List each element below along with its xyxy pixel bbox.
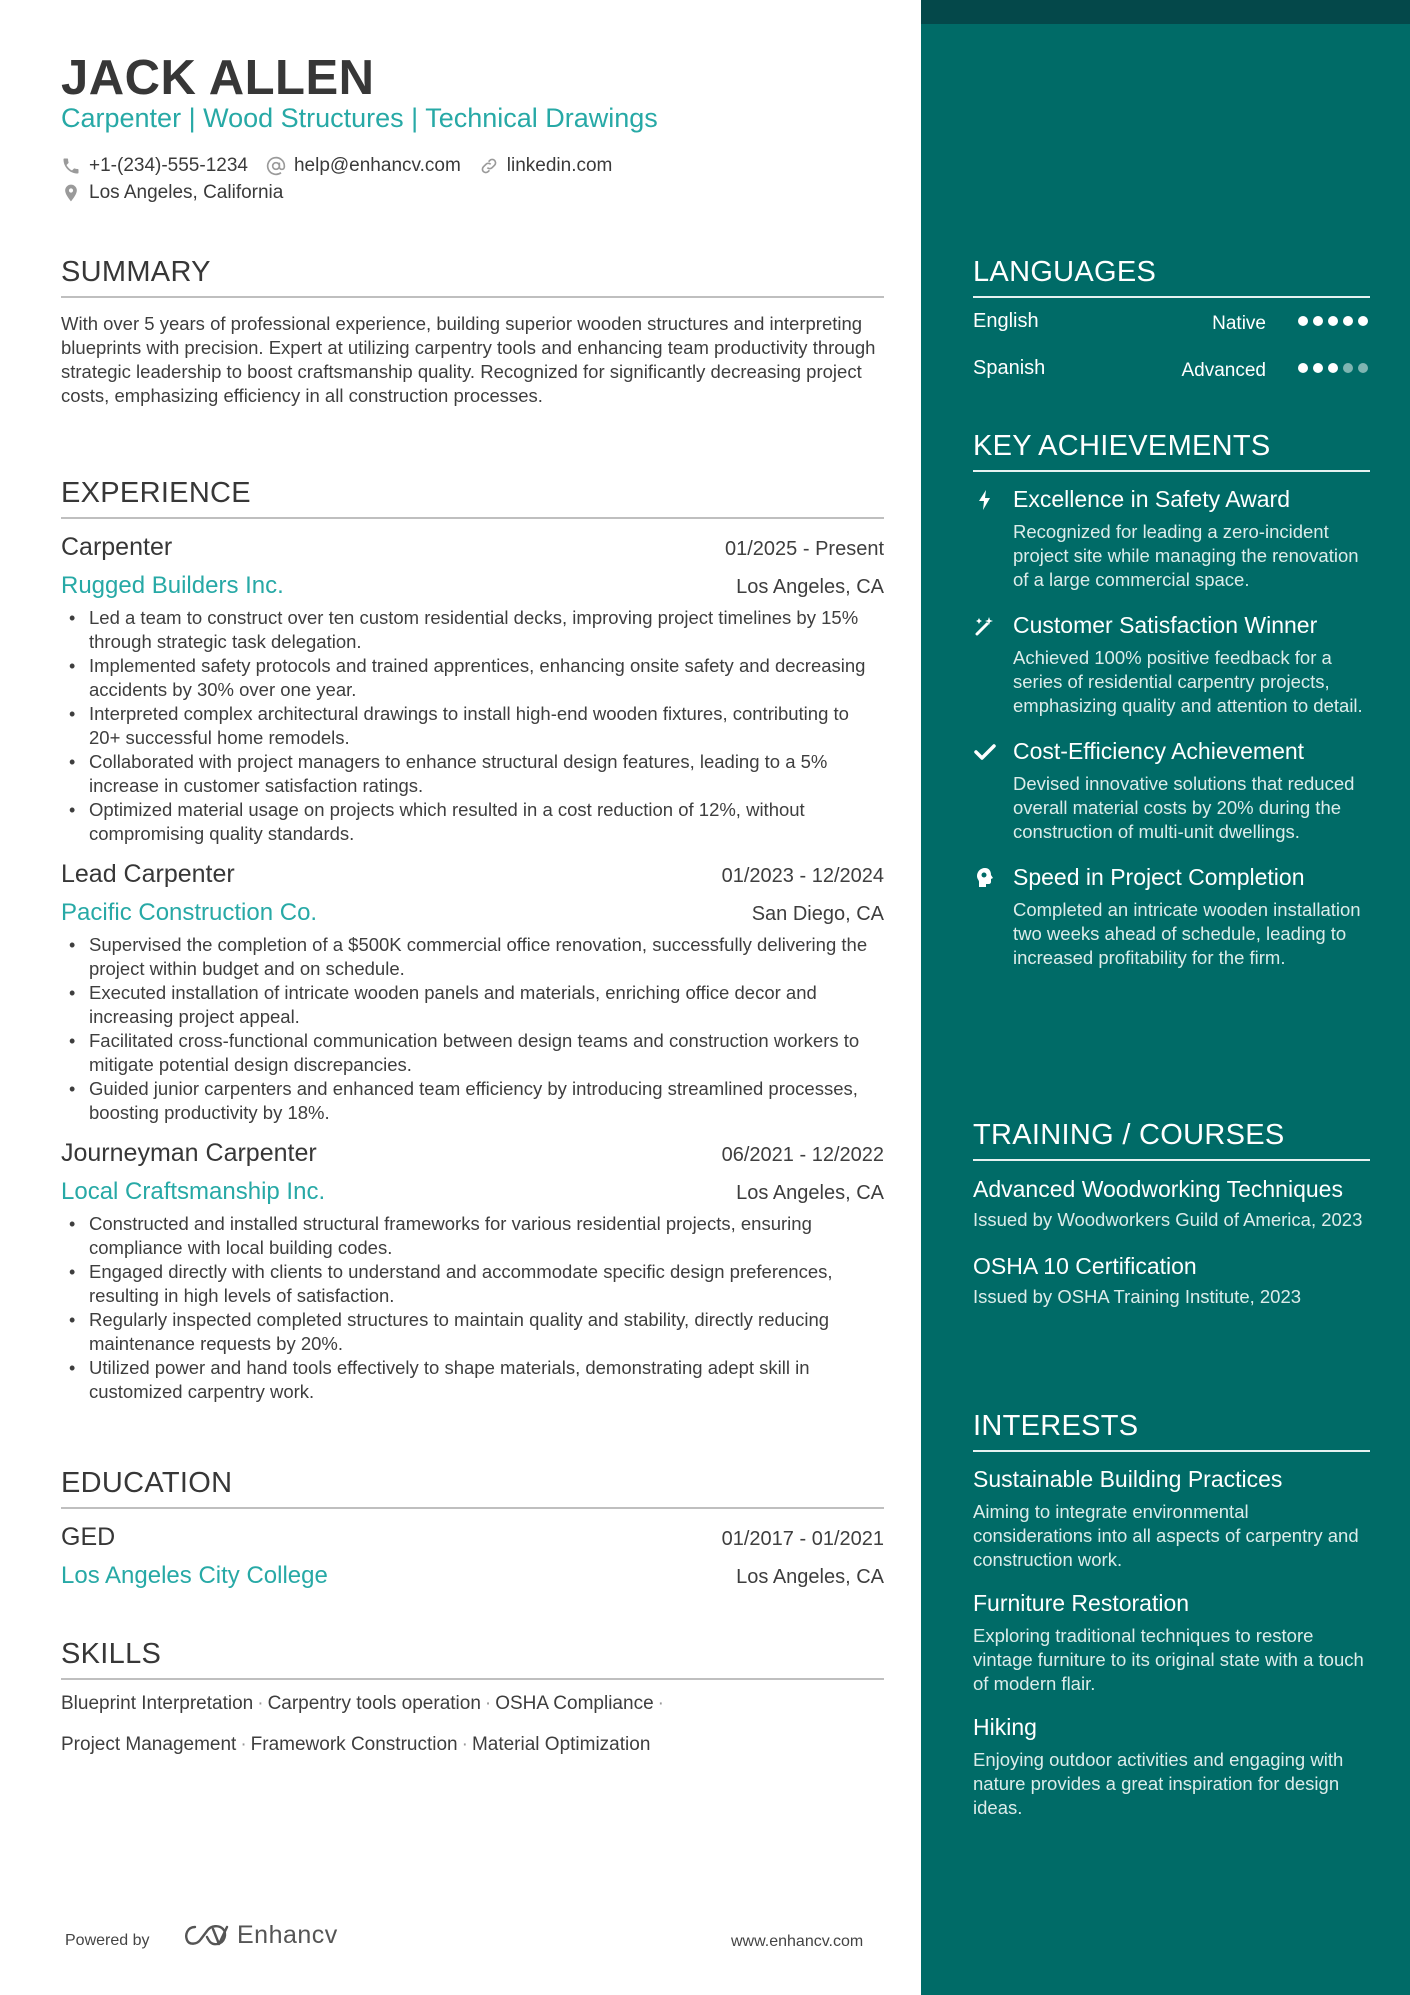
lightning-icon <box>973 488 997 512</box>
phone-icon <box>61 156 81 176</box>
achievement-item <box>973 486 1370 592</box>
achievement-desc: Recognized for leading a zero-incident project site while managing the renovation of a large commercial space. <box>1013 521 1359 590</box>
interest-title: Furniture Restoration <box>973 1590 1190 1616</box>
head-gear-icon <box>973 866 997 890</box>
interest-title: Sustainable Building Practices <box>973 1466 1283 1492</box>
skills-row <box>61 1692 884 1733</box>
section-title: KEY ACHIEVEMENTS <box>973 430 1271 462</box>
interest-item <box>973 1590 1370 1696</box>
bullet-item: • Utilized power and hand tools effectively to shape materials, demonstrating adept skill in customized carpentry work. <box>61 1356 884 1404</box>
skills-row <box>61 1733 884 1774</box>
job-dates: 01/2023 - 12/2024 <box>721 865 884 887</box>
job-location: Los Angeles, CA <box>736 1182 884 1204</box>
achievement-item <box>973 738 1370 844</box>
rating-dot-empty <box>1358 363 1368 373</box>
phone-contact[interactable] <box>61 155 248 177</box>
email-contact[interactable] <box>266 155 461 177</box>
skill-tag: Carpentry tools operation <box>267 1693 481 1714</box>
at-icon <box>266 156 286 176</box>
bullet-item: • Optimized material usage on projects which resulted in a cost reduction of 12%, without compromising quality standards. <box>61 798 884 846</box>
section-divider <box>61 296 884 298</box>
powered-by-label: Powered by <box>65 1932 150 1949</box>
section-title: TRAINING / COURSES <box>973 1119 1285 1151</box>
course-desc: Issued by OSHA Training Institute, 2023 <box>973 1286 1302 1307</box>
section-title: EDUCATION <box>61 1467 233 1499</box>
skill-tag: Framework Construction <box>250 1734 458 1755</box>
interest-title: Hiking <box>973 1714 1037 1740</box>
skills-section <box>61 1638 884 1774</box>
job-title: Carpenter <box>61 533 173 561</box>
achievement-item <box>973 864 1370 970</box>
rating-dot-filled <box>1328 316 1338 326</box>
skill-separator: · <box>461 1734 468 1755</box>
interest-item <box>973 1466 1370 1572</box>
language-name: Spanish <box>973 357 1046 379</box>
section-divider <box>61 1507 884 1509</box>
training-section <box>973 1119 1370 1329</box>
rating-dot-filled <box>1328 363 1338 373</box>
job-entry <box>61 533 884 846</box>
interest-desc: Exploring traditional techniques to restore vintage furniture to its original state with a touch of modern flair. <box>973 1625 1364 1694</box>
summary-text: With over 5 years of professional experience, building superior wooden structures and interpreting blueprints with precision. Expert at utilizing carpentry tools and enhancing team productivity through strategic leadership to boost craftsmanship quality. Recognized for significantly decreasing project costs, emphasizing efficiency in all construction processes. <box>61 313 876 406</box>
linkedin-contact[interactable] <box>479 155 613 177</box>
section-title: SUMMARY <box>61 256 211 288</box>
language-rating <box>1293 363 1368 373</box>
rating-dot-filled <box>1298 316 1308 326</box>
degree: GED <box>61 1523 116 1551</box>
contact-info <box>61 152 911 206</box>
check-icon <box>973 740 997 764</box>
enhancv-logo-icon <box>183 1923 231 1949</box>
interest-desc: Aiming to integrate environmental considerations into all aspects of carpentry and construction work. <box>973 1501 1359 1570</box>
job-bullets <box>61 1212 884 1404</box>
achievement-desc: Completed an intricate wooden installation two weeks ahead of schedule, leading to increased profitability for the firm. <box>1013 899 1361 968</box>
candidate-name: JACK ALLEN <box>61 51 375 105</box>
section-divider <box>61 1678 884 1680</box>
rating-dot-filled <box>1313 316 1323 326</box>
skill-separator: · <box>484 1693 492 1714</box>
company-name: Pacific Construction Co. <box>61 899 318 926</box>
bullet-item: • Supervised the completion of a $500K commercial office renovation, successfully delivering the project within budget and on schedule. <box>61 933 884 981</box>
bullet-item: • Implemented safety protocols and trained apprentices, enhancing onsite safety and decreasing accidents by 30% over one year. <box>61 654 884 702</box>
bullet-item: • Guided junior carpenters and enhanced team efficiency by introducing streamlined processes, boosting productivity by 18%. <box>61 1077 884 1125</box>
section-divider <box>61 517 884 519</box>
section-divider <box>973 470 1370 472</box>
link-icon <box>479 156 499 176</box>
course-desc: Issued by Woodworkers Guild of America, 2023 <box>973 1209 1363 1230</box>
job-bullets <box>61 606 884 846</box>
brand-name: Enhancv <box>237 1921 338 1949</box>
section-title: LANGUAGES <box>973 256 1157 288</box>
rating-dot-filled <box>1313 363 1323 373</box>
section-title: INTERESTS <box>973 1410 1139 1442</box>
job-location: San Diego, CA <box>751 903 884 925</box>
rating-dot-filled <box>1343 316 1353 326</box>
skill-separator: · <box>240 1734 247 1755</box>
skill-tag: Blueprint Interpretation <box>61 1693 254 1714</box>
map-pin-icon <box>61 183 81 203</box>
achievement-title: Excellence in Safety Award <box>1013 486 1291 512</box>
bullet-item: • Executed installation of intricate wooden panels and materials, enriching office decor and increasing project appeal. <box>61 981 884 1029</box>
education-location: Los Angeles, CA <box>736 1566 884 1588</box>
phone-text: +1-(234)-555-1234 <box>89 154 248 176</box>
interests-section <box>973 1410 1370 1838</box>
section-title: SKILLS <box>61 1638 162 1670</box>
skill-separator: · <box>657 1693 664 1714</box>
rating-dot-empty <box>1343 363 1353 373</box>
email-text: help@enhancv.com <box>293 154 461 176</box>
enhancv-logo[interactable] <box>183 1921 338 1950</box>
job-dates: 06/2021 - 12/2022 <box>721 1144 884 1166</box>
bullet-item: • Facilitated cross-functional communication between design teams and construction workers to mitigate potential design discrepancies. <box>61 1029 884 1077</box>
company-name: Local Craftsmanship Inc. <box>61 1178 326 1205</box>
job-bullets <box>61 933 884 1125</box>
achievement-title: Cost-Efficiency Achievement <box>1013 738 1305 764</box>
education-section <box>61 1467 884 1590</box>
location-text: Los Angeles, California <box>89 181 284 203</box>
skill-tag: Project Management <box>61 1734 237 1755</box>
language-name: English <box>973 310 1039 332</box>
education-dates: 01/2017 - 01/2021 <box>721 1528 884 1550</box>
job-entry <box>61 1139 884 1404</box>
language-item <box>973 357 1370 404</box>
sidebar-top-band <box>921 0 1410 24</box>
experience-section <box>61 477 884 1418</box>
course-title: Advanced Woodworking Techniques <box>973 1176 1343 1202</box>
section-title: EXPERIENCE <box>61 477 251 509</box>
course-item <box>973 1175 1370 1232</box>
achievement-item <box>973 612 1370 718</box>
footer-url[interactable]: www.enhancv.com <box>731 1933 864 1950</box>
language-level: Native <box>1212 313 1266 334</box>
course-item <box>973 1252 1370 1309</box>
bullet-item: • Interpreted complex architectural drawings to install high-end wooden fixtures, contributing to 20+ successful home remodels. <box>61 702 884 750</box>
language-item <box>973 310 1370 357</box>
bullet-item: • Led a team to construct over ten custom residential decks, improving project timelines by 15% through strategic task delegation. <box>61 606 884 654</box>
skill-separator: · <box>257 1693 264 1714</box>
job-location: Los Angeles, CA <box>736 576 884 598</box>
language-rating <box>1293 316 1368 326</box>
company-name: Rugged Builders Inc. <box>61 572 284 599</box>
skill-tag: OSHA Compliance <box>495 1693 654 1714</box>
achievement-title: Speed in Project Completion <box>1013 864 1305 890</box>
location-contact <box>61 182 283 204</box>
achievement-desc: Achieved 100% positive feedback for a series of residential carpentry projects, emphasizing quality and attention to detail. <box>1013 647 1363 716</box>
job-title: Lead Carpenter <box>61 860 235 888</box>
interest-desc: Enjoying outdoor activities and engaging with nature provides a great inspiration for design ideas. <box>973 1749 1344 1818</box>
job-entry <box>61 860 884 1125</box>
section-divider <box>973 1450 1370 1452</box>
linkedin-text: linkedin.com <box>506 154 613 176</box>
magic-wand-icon <box>973 614 997 638</box>
section-divider <box>973 1159 1370 1161</box>
achievements-section <box>973 430 1370 990</box>
sidebar <box>921 0 1410 1995</box>
achievement-title: Customer Satisfaction Winner <box>1013 612 1318 638</box>
course-title: OSHA 10 Certification <box>973 1253 1197 1279</box>
language-level: Advanced <box>1181 360 1266 381</box>
skill-tag: Material Optimization <box>471 1734 651 1755</box>
bullet-item: • Engaged directly with clients to understand and accommodate specific design preferences, resulting in high levels of satisfaction. <box>61 1260 884 1308</box>
interest-item <box>973 1714 1370 1820</box>
headline: Carpenter | Wood Structures | Technical Drawings <box>61 103 658 133</box>
school-name: Los Angeles City College <box>61 1562 328 1589</box>
languages-section <box>973 256 1370 404</box>
rating-dot-filled <box>1298 363 1308 373</box>
job-dates: 01/2025 - Present <box>725 538 884 560</box>
job-title: Journeyman Carpenter <box>61 1139 317 1167</box>
section-divider <box>973 296 1370 298</box>
bullet-item: • Regularly inspected completed structures to maintain quality and stability, directly reducing maintenance requests by 20%. <box>61 1308 884 1356</box>
bullet-item: • Constructed and installed structural frameworks for various residential projects, ensuring compliance with local building codes. <box>61 1212 884 1260</box>
bullet-item: • Collaborated with project managers to enhance structural design features, leading to a 5% increase in customer satisfaction ratings. <box>61 750 884 798</box>
summary-section <box>61 256 884 408</box>
achievement-desc: Devised innovative solutions that reduced overall material costs by 20% during the construction of multi-unit dwellings. <box>1013 773 1355 842</box>
rating-dot-filled <box>1358 316 1368 326</box>
